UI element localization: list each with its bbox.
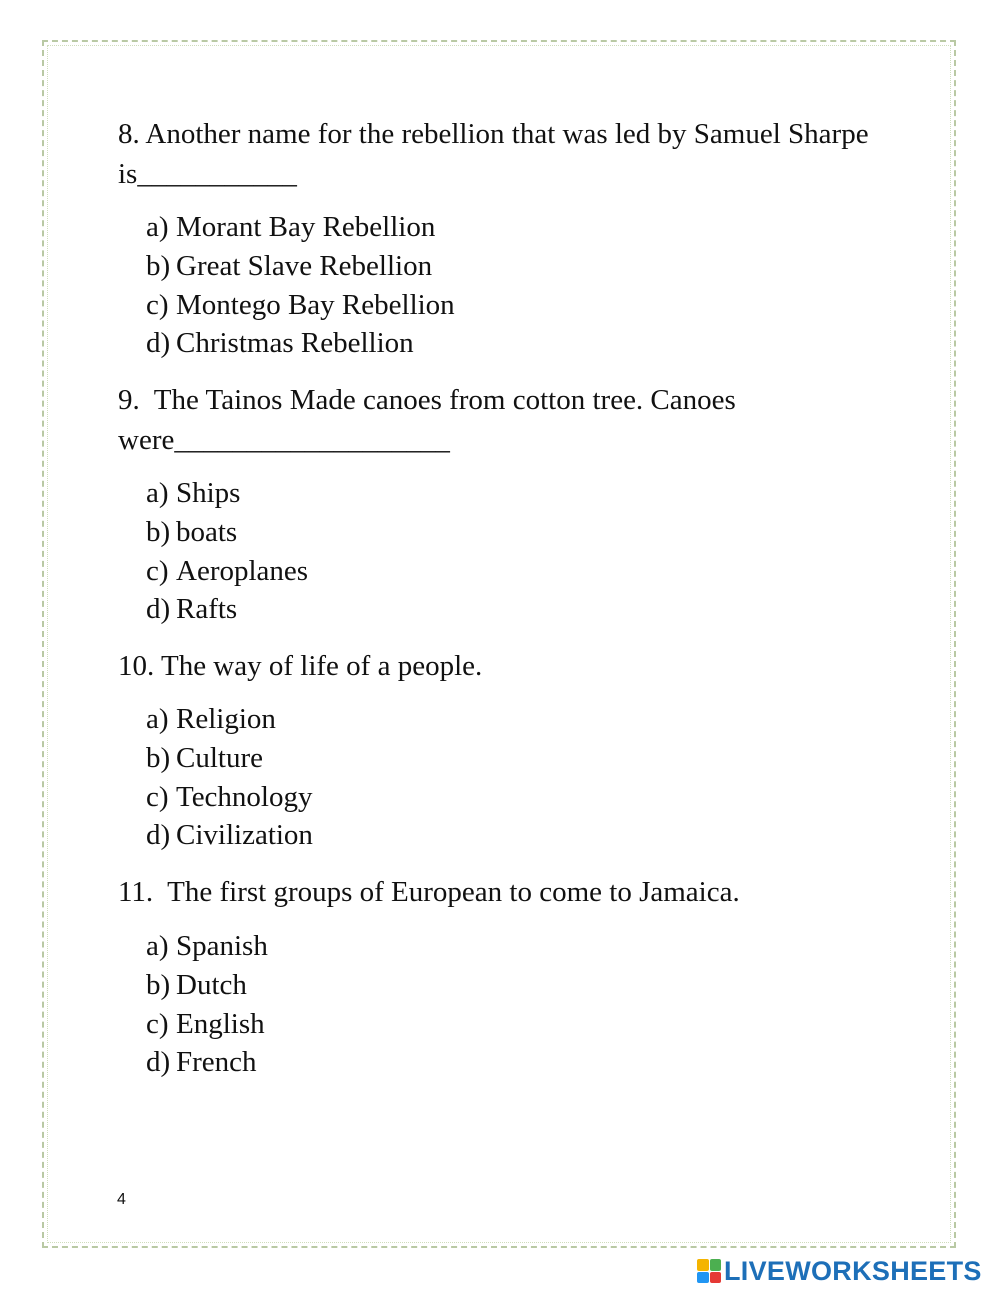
question-9-line-2: were___________________: [118, 424, 450, 456]
question-9: [118, 380, 898, 460]
liveworksheets-logo-icon: [697, 1259, 721, 1283]
liveworksheets-brand[interactable]: [697, 1258, 982, 1284]
option-10c[interactable]: c) Technology: [146, 780, 313, 813]
question-9-options: [146, 474, 308, 629]
question-9-line-1: 9. The Tainos Made canoes from cotton tree. Canoes: [118, 384, 736, 416]
question-10: [118, 646, 898, 686]
question-11-options: [146, 927, 268, 1082]
option-11a[interactable]: a) Spanish: [146, 930, 268, 962]
option-8d[interactable]: d) Christmas Rebellion: [146, 327, 414, 360]
option-10b[interactable]: b) Culture: [146, 741, 263, 774]
page-number: 4: [117, 1191, 126, 1208]
question-8-line-1: 8. Another name for the rebellion that was led by Samuel Sharpe: [118, 118, 869, 150]
option-11d[interactable]: d) French: [146, 1046, 257, 1079]
question-11-line-1: 11. The first groups of European to come to Jamaica.: [118, 876, 740, 908]
question-10-options: [146, 700, 313, 855]
option-9c[interactable]: c) Aeroplanes: [146, 554, 309, 587]
option-11b[interactable]: b) Dutch: [146, 968, 247, 1001]
option-11c[interactable]: c) English: [146, 1007, 265, 1040]
option-8a[interactable]: a) Morant Bay Rebellion: [146, 211, 436, 243]
option-9a[interactable]: a) Ships: [146, 477, 241, 509]
option-9b[interactable]: b) boats: [146, 515, 238, 548]
question-8-line-2: is___________: [118, 158, 297, 190]
option-8c[interactable]: c) Montego Bay Rebellion: [146, 288, 455, 321]
question-11: [118, 872, 898, 912]
question-8-options: [146, 208, 455, 363]
question-10-line-1: 10. The way of life of a people.: [118, 650, 483, 682]
liveworksheets-wordmark: LIVEWORKSHEETS: [724, 1256, 982, 1286]
option-8b[interactable]: b) Great Slave Rebellion: [146, 249, 433, 282]
option-9d[interactable]: d) Rafts: [146, 593, 238, 626]
question-8: [118, 114, 898, 194]
option-10d[interactable]: d) Civilization: [146, 819, 313, 852]
option-10a[interactable]: a) Religion: [146, 703, 276, 735]
